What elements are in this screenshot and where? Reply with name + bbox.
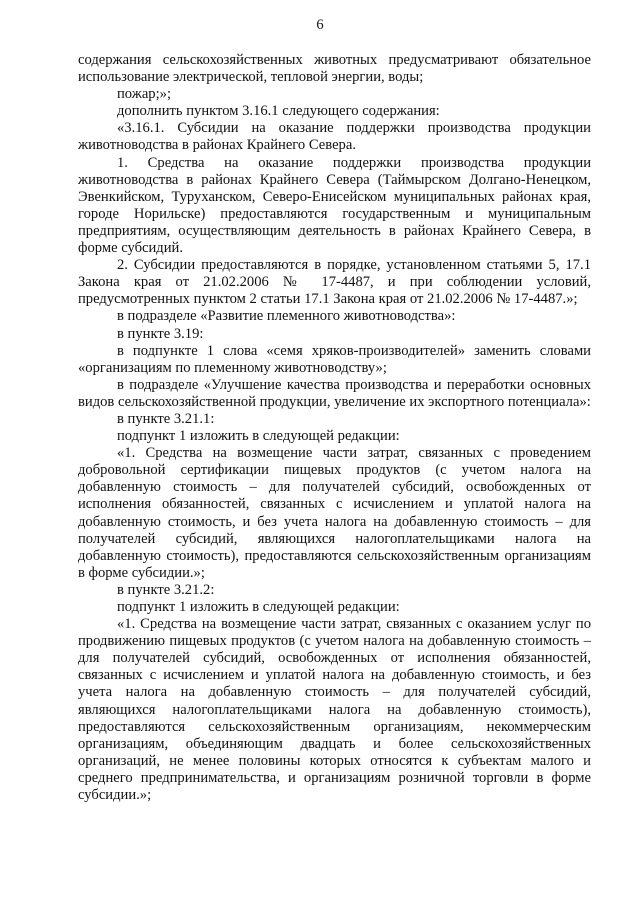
paragraph: в подразделе «Развитие племенного животноводства»: [117, 308, 456, 325]
document-body [78, 52, 591, 804]
paragraph: 2. Субсидии предоставляются в порядке, установленном статьями 5, 17.1 Закона края от 21.02.2006 № 17-4487, и при соблюдении условий, предусмотренных пунктом 2 статьи 17.1 Закона края от 21.02.2006 № 17-4487.»; [78, 257, 591, 308]
page-number: 6 [316, 17, 324, 33]
paragraph: подпункт 1 изложить в следующей редакции: [117, 599, 400, 615]
paragraph: в пункте 3.21.2: [117, 581, 215, 598]
paragraph: «1. Средства на возмещение части затрат, связанных с оказанием услуг по продвижению пищевых продуктов (с учетом налога на добавленную стоимость – для получателей субсидий, освобожденных от исполнения обязанностей, связанных с исчислением и уплатой налога на добавленную стоимость, и без учета налога на добавленную стоимость – для получателей субсидий, являющихся налогоплательщиками налога на добавленную стоимость), предоставляются сельскохозяйственным организациям, некоммерческим организациям, объединяющим двадцать и более сельскохозяйственных организаций, не менее половины которых относятся к субъектам малого и среднего предпринимательства, и организациям розничной торговли в форме субсидии.»; [78, 616, 591, 804]
paragraph: дополнить пунктом 3.16.1 следующего содержания: [117, 103, 440, 120]
paragraph: в подпункте 1 слова «семя хряков-производителей» заменить словами «организациям по племенному животноводству»; [78, 342, 591, 376]
paragraph-continuation: содержания сельскохозяйственных животных предусматривают обязательное использование электрической, тепловой энергии, воды; [78, 52, 591, 86]
paragraph: 1. Средства на оказание поддержки производства продукции животноводства в районах Крайнего Севера (Таймырском Долгано-Ненецком, Эвенкийском, Туруханском, Северо-Енисейском муниципальных районах края, городе Норильске) предоставляются государственным и муниципальным предприятиям, осуществляющим деятельность в районах Крайнего Севера, в форме субсидий. [78, 154, 591, 257]
paragraph: «3.16.1. Субсидии на оказание поддержки производства продукции животноводства в районах Крайнего Севера. [78, 120, 591, 154]
paragraph: в пункте 3.19: [117, 325, 204, 342]
paragraph: в подразделе «Улучшение качества производства и переработки основных видов сельскохозяйственной продукции, увеличение их экспортного потенциала»: [78, 376, 591, 410]
paragraph: пожар;»; [117, 86, 172, 103]
paragraph: «1. Средства на возмещение части затрат, связанных с проведением добровольной сертификации пищевых продуктов (с учетом налога на добавленную стоимость – для получателей субсидий, освобожденных от исполнения обязанностей, связанных с исчислением и уплатой налога на добавленную стоимость, и без учета налога на добавленную стоимость – для получателей субсидий, являющихся налогоплательщиками налога на добавленную стоимость), предоставляются сельскохозяйственным организациям в форме субсидии.»; [78, 445, 591, 581]
paragraph: в пункте 3.21.1: [117, 410, 215, 427]
paragraph: подпункт 1 изложить в следующей редакции: [117, 428, 400, 445]
